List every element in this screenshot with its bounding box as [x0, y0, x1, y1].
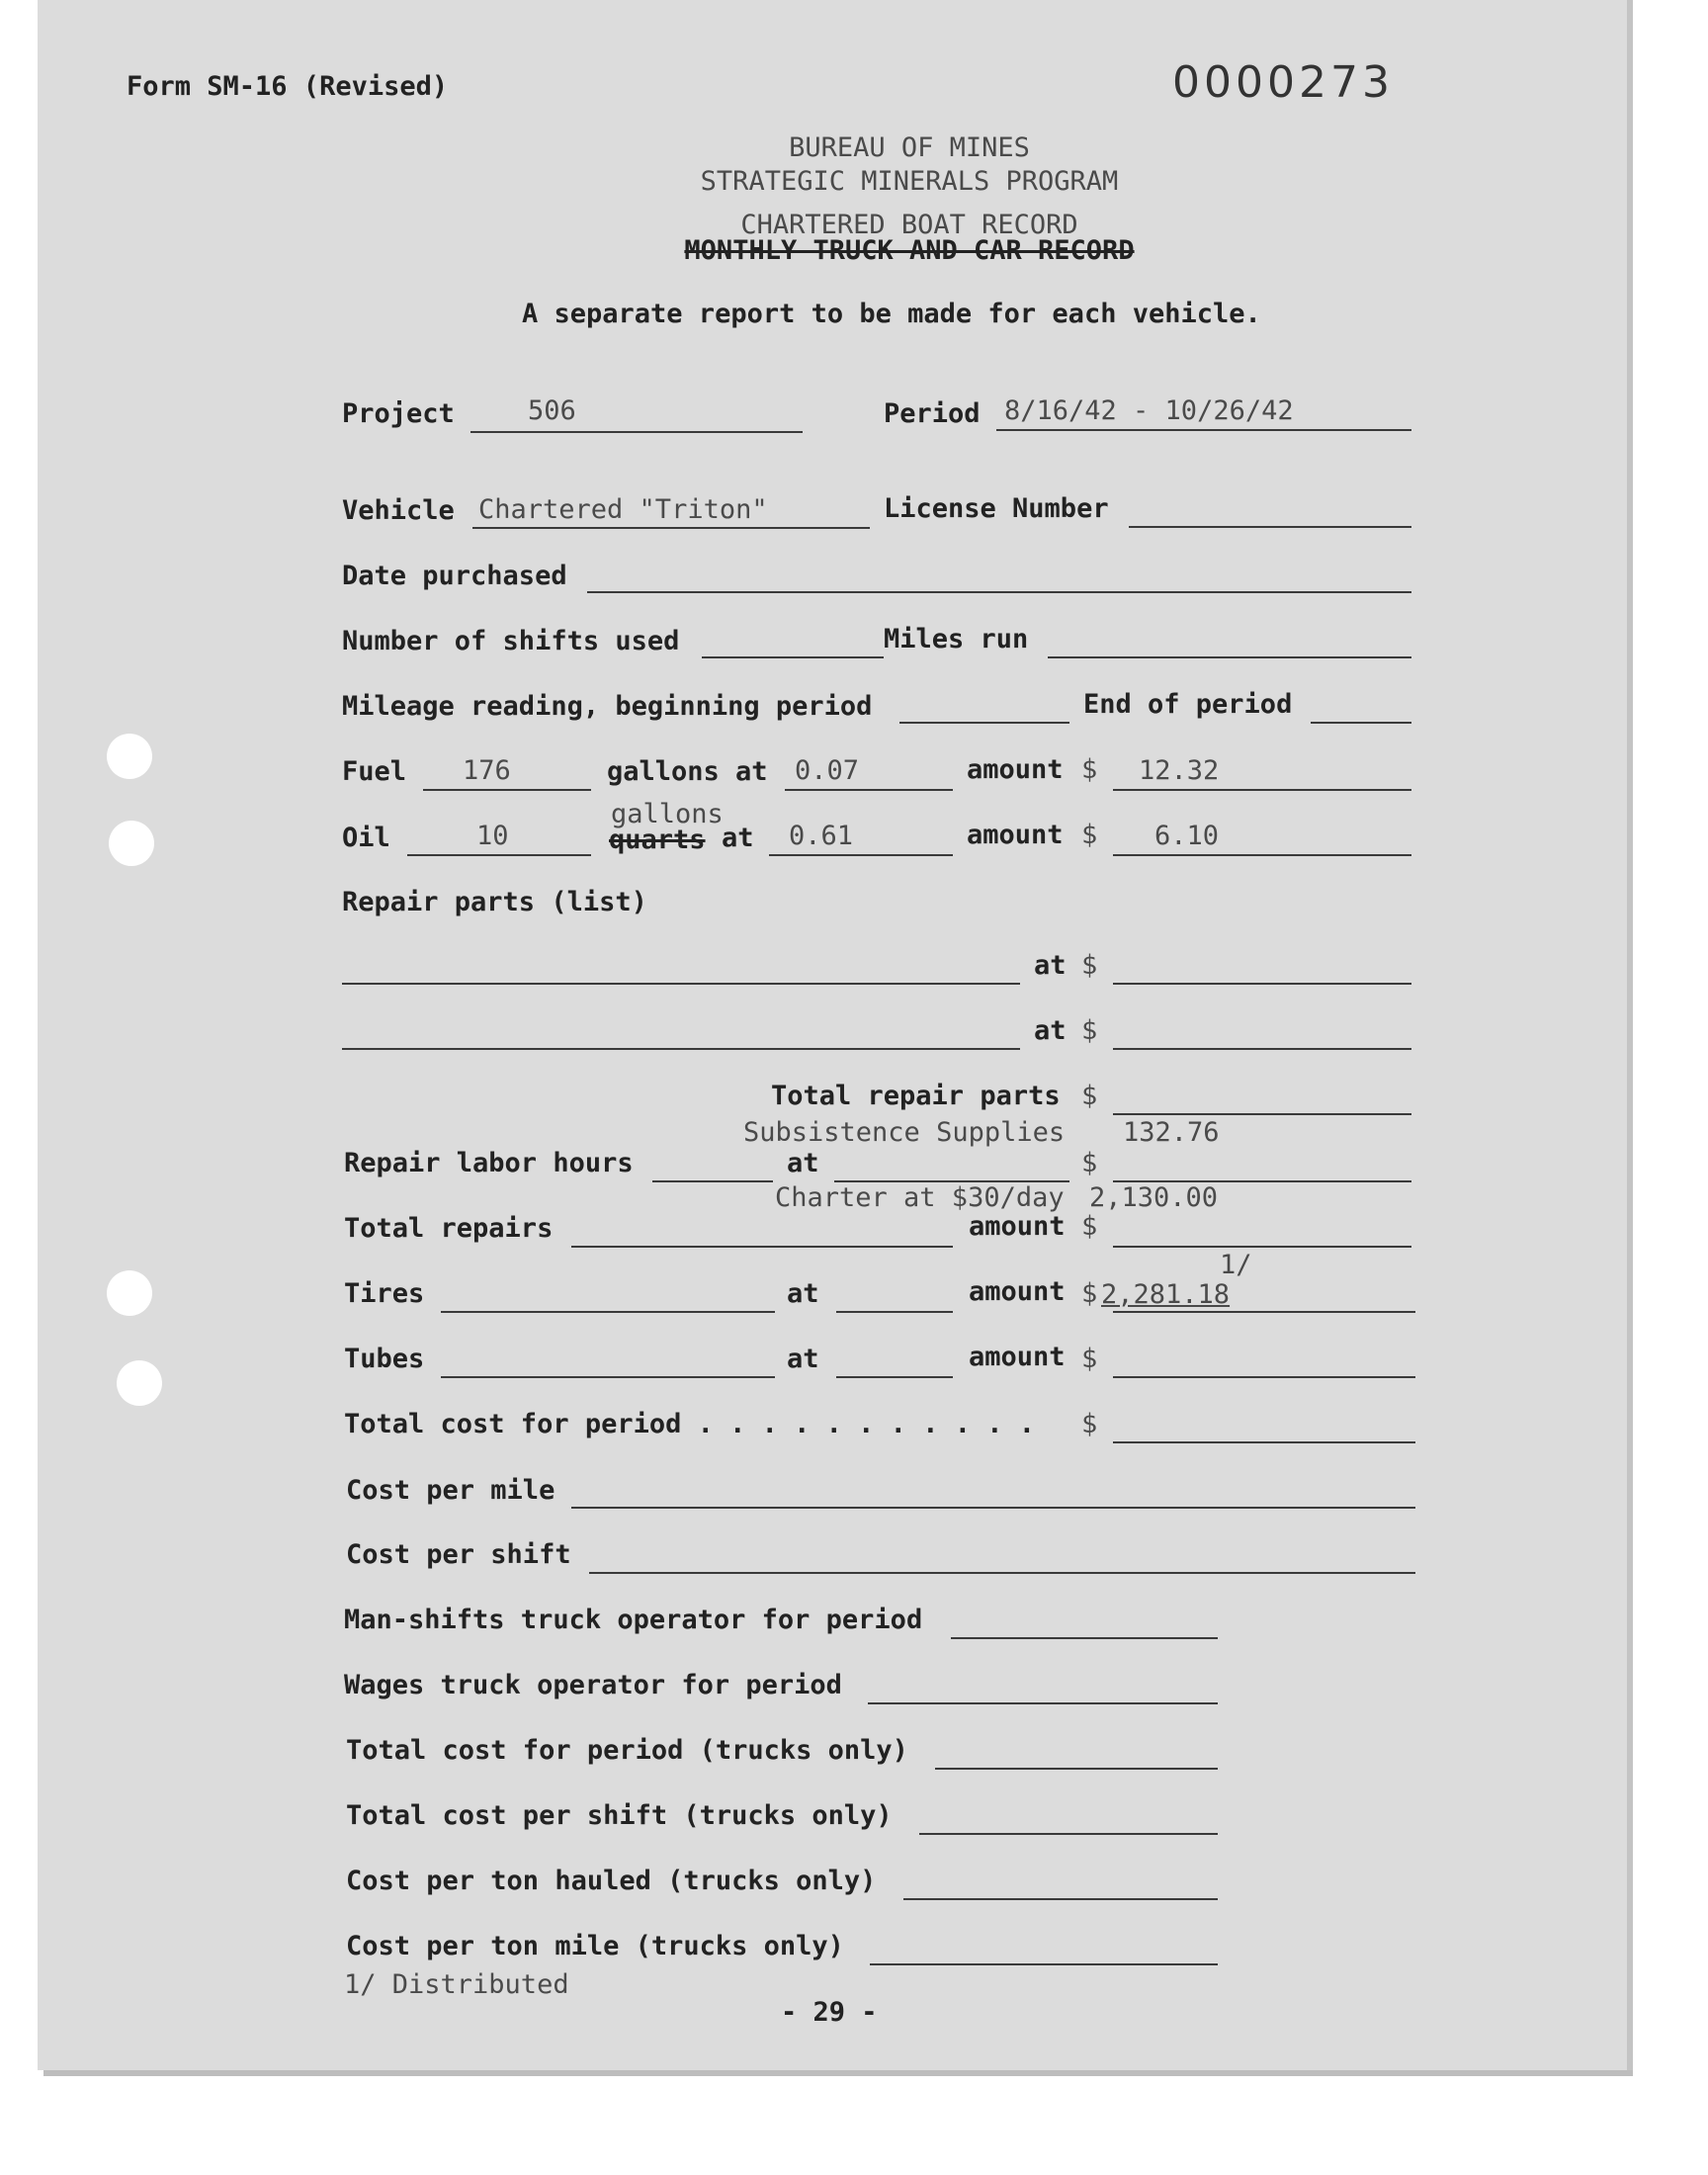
charter-label: Charter at $30/day — [775, 1182, 1065, 1213]
page-number: - 29 - — [781, 1997, 878, 2028]
punch-hole — [107, 1270, 152, 1316]
total-repair-parts-dollar: $ — [1081, 1081, 1098, 1111]
license-label: License Number — [884, 493, 1109, 524]
total-cost-dollar: $ — [1081, 1409, 1098, 1439]
fuel-qty[interactable]: 176 — [463, 755, 511, 786]
repair-part-2-at: at — [1034, 1015, 1067, 1046]
repair-part-2-line — [342, 1048, 1020, 1050]
repair-part-2-dollar: $ — [1081, 1015, 1098, 1046]
subsistence-amount[interactable]: 132.76 — [1123, 1117, 1220, 1148]
oil-amount-label: amount — [967, 820, 1064, 850]
man-shifts-line — [951, 1637, 1218, 1639]
repair-part-2-amount-line — [1113, 1048, 1411, 1050]
fuel-amount-label: amount — [967, 754, 1064, 785]
oil-rate-line — [769, 854, 953, 856]
repair-part-1-at: at — [1034, 950, 1067, 981]
agency-title: BUREAU OF MINES — [789, 132, 1030, 163]
program-title: STRATEGIC MINERALS PROGRAM — [700, 166, 1119, 197]
repair-labor-dollar: $ — [1081, 1148, 1098, 1178]
total-repairs-amount-label: amount — [969, 1211, 1066, 1242]
oil-label: Oil — [342, 823, 390, 853]
tires-label: Tires — [344, 1278, 425, 1309]
record-title: CHARTERED BOAT RECORD — [740, 210, 1078, 240]
punch-hole — [109, 821, 154, 866]
oil-qty-line — [407, 854, 591, 856]
license-line — [1129, 526, 1411, 528]
total-repairs-amount-line — [1113, 1246, 1411, 1248]
document-number: 0000273 — [1172, 57, 1394, 108]
period-label: Period — [884, 398, 981, 429]
end-period-label: End of period — [1083, 689, 1293, 720]
tires-at: at — [787, 1278, 819, 1309]
repair-part-1-dollar: $ — [1081, 950, 1098, 981]
man-shifts-label: Man-shifts truck operator for period — [344, 1605, 923, 1635]
total-repairs-line — [571, 1246, 953, 1248]
repair-part-1-amount-line — [1113, 983, 1411, 985]
form-id: Form SM-16 (Revised) — [127, 71, 449, 102]
fuel-amount-line — [1113, 789, 1411, 791]
total-cost-trucks-label: Total cost for period (trucks only) — [346, 1735, 908, 1766]
cost-per-shift-label: Cost per shift — [346, 1539, 571, 1570]
tubes-line — [441, 1376, 775, 1378]
footnote-mark: 1/ — [1220, 1250, 1252, 1280]
oil-unit-insert: gallons — [611, 799, 724, 829]
oil-amount[interactable]: 6.10 — [1154, 821, 1220, 851]
tubes-amount-line — [1113, 1376, 1415, 1378]
footnote: 1/ Distributed — [344, 1969, 569, 2000]
cost-ton-mile-label: Cost per ton mile (trucks only) — [346, 1931, 844, 1961]
total-cost-line — [1113, 1441, 1415, 1443]
repair-labor-line — [652, 1180, 773, 1182]
project-value[interactable]: 506 — [528, 395, 576, 426]
tubes-rate-line — [836, 1376, 953, 1378]
mileage-begin-label: Mileage reading, beginning period — [342, 691, 873, 722]
tubes-at: at — [787, 1344, 819, 1374]
instruction-text: A separate report to be made for each vehicle. — [522, 299, 1261, 329]
fuel-qty-line — [423, 789, 591, 791]
struck-record-title: MONTHLY TRUCK AND CAR RECORD — [684, 235, 1135, 266]
total-repairs-dollar: $ — [1081, 1211, 1098, 1242]
oil-dollar-sign: $ — [1081, 820, 1098, 850]
repair-part-1-line — [342, 983, 1020, 985]
total-cost-shift-trucks-label: Total cost per shift (trucks only) — [346, 1800, 893, 1831]
fuel-dollar-sign: $ — [1081, 754, 1098, 785]
total-cost-label: Total cost for period . . . . . . . . . . . — [344, 1409, 1035, 1439]
oil-unit-struck: quarts — [609, 825, 706, 855]
fuel-amount[interactable]: 12.32 — [1139, 755, 1220, 786]
vehicle-line — [472, 527, 870, 529]
total-cost-shift-trucks-line — [919, 1833, 1218, 1835]
total-repair-parts-label: Total repair parts — [771, 1081, 1061, 1111]
tires-line — [441, 1311, 775, 1313]
subsistence-label: Subsistence Supplies — [743, 1117, 1066, 1148]
shifts-line — [702, 656, 884, 658]
mileage-begin-line — [899, 722, 1069, 724]
miles-run-line — [1048, 656, 1411, 658]
cost-ton-hauled-label: Cost per ton hauled (trucks only) — [346, 1866, 877, 1896]
repair-labor-at: at — [787, 1148, 819, 1178]
end-period-line — [1311, 722, 1411, 724]
date-purchased-line — [587, 591, 1411, 593]
charter-amount[interactable]: 2,130.00 — [1089, 1182, 1219, 1213]
oil-amount-line — [1113, 854, 1411, 856]
cost-per-mile-label: Cost per mile — [346, 1475, 555, 1506]
fuel-unit: gallons at — [607, 756, 768, 787]
tires-amount[interactable]: 2,281.18 — [1101, 1279, 1231, 1310]
oil-rate[interactable]: 0.61 — [789, 821, 854, 851]
sheet-edge — [1627, 0, 1633, 2070]
total-cost-trucks-line — [935, 1768, 1218, 1770]
punch-hole — [107, 734, 152, 779]
tires-dollar: $ — [1081, 1278, 1098, 1309]
repair-parts-label: Repair parts (list) — [342, 887, 647, 917]
vehicle-label: Vehicle — [342, 495, 455, 526]
project-label: Project — [342, 398, 455, 429]
cost-per-mile-line — [571, 1507, 1415, 1509]
tubes-label: Tubes — [344, 1344, 425, 1374]
period-value[interactable]: 8/16/42 - 10/26/42 — [1004, 395, 1294, 426]
miles-run-label: Miles run — [884, 624, 1029, 654]
oil-at: at — [722, 823, 754, 853]
cost-per-shift-line — [589, 1572, 1415, 1574]
oil-qty[interactable]: 10 — [476, 821, 509, 851]
wages-line — [868, 1702, 1218, 1704]
vehicle-value[interactable]: Chartered "Triton" — [478, 494, 768, 525]
tubes-amount-label: amount — [969, 1342, 1066, 1372]
cost-ton-hauled-line — [903, 1898, 1218, 1900]
fuel-rate-line — [785, 789, 953, 791]
project-line — [470, 431, 803, 433]
tires-rate-line — [836, 1311, 953, 1313]
repair-labor-label: Repair labor hours — [344, 1148, 634, 1178]
period-line — [996, 429, 1411, 431]
wages-label: Wages truck operator for period — [344, 1670, 842, 1700]
tubes-dollar: $ — [1081, 1344, 1098, 1374]
tires-amount-line — [1113, 1311, 1415, 1313]
punch-hole — [117, 1360, 162, 1406]
fuel-rate[interactable]: 0.07 — [795, 755, 860, 786]
total-repairs-label: Total repairs — [344, 1213, 554, 1244]
date-purchased-label: Date purchased — [342, 561, 567, 591]
total-repair-parts-line — [1113, 1113, 1411, 1115]
cost-ton-mile-line — [870, 1963, 1218, 1965]
fuel-label: Fuel — [342, 756, 407, 787]
shifts-label: Number of shifts used — [342, 626, 680, 656]
tires-amount-label: amount — [969, 1276, 1066, 1307]
